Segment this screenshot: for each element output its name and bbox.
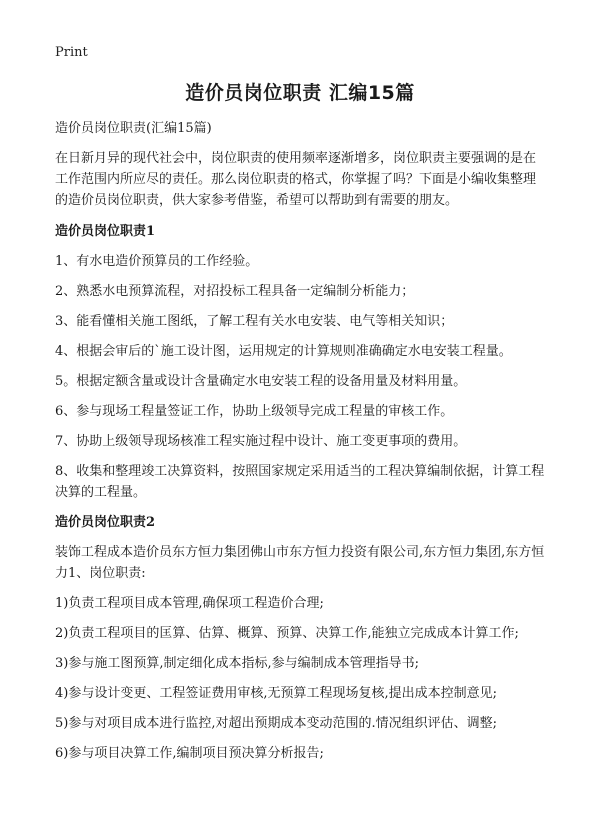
- list-item: 6)参与项目决算工作,编制项目预决算分析报告;: [55, 746, 324, 761]
- section-heading-1: 造价员岗位职责1: [55, 224, 156, 239]
- list-item: 5。根据定额含量或设计含量确定水电安装工程的设备用量及材料用量。: [55, 374, 467, 389]
- list-item: 3、能看懂相关施工图纸，了解工程有关水电安装、电气等相关知识；: [55, 314, 454, 329]
- print-label[interactable]: Print: [55, 45, 88, 60]
- document-body: [55, 118, 548, 773]
- list-item: 6、参与现场工程量签证工作，协助上级领导完成工程量的审核工作。: [55, 404, 454, 419]
- page-title: 造价员岗位职责 汇编15篇: [185, 82, 415, 104]
- list-item: 8、收集和整理竣工决算资料，按照国家规定采用适当的工程决算编制依据，计算工程决算的工程量。: [55, 464, 545, 500]
- list-item: 1)负责工程项目成本管理,确保项工程造价合理;: [55, 596, 324, 611]
- section-heading-2: 造价员岗位职责2: [55, 515, 156, 530]
- list-item: 5)参与对项目成本进行监控,对超出预期成本变动范围的.情况组织评估、调整;: [55, 716, 497, 731]
- list-item: 3)参与施工图预算,制定细化成本指标,参与编制成本管理指导书;: [55, 656, 419, 671]
- list-item: 4)参与设计变更、工程签证费用审核,无预算工程现场复核,提出成本控制意见;: [55, 686, 497, 701]
- intro-paragraph: 在日新月异的现代社会中，岗位职责的使用频率逐渐增多，岗位职责主要强调的是在工作范围内所应尽的责任。那么岗位职责的格式，你掌握了吗？下面是小编收集整理的造价员岗位职责，供大家参考借鉴，希望可以帮助到有需要的朋友。: [55, 151, 537, 208]
- document-subtitle: 造价员岗位职责(汇编15篇): [55, 121, 212, 136]
- list-item: 1、有水电造价预算员的工作经验。: [55, 254, 259, 269]
- list-item: 4、根据会审后的`施工设计图，运用规定的计算规则准确确定水电安装工程量。: [55, 344, 512, 359]
- list-item: 2、熟悉水电预算流程，对招投标工程具备一定编制分析能力；: [55, 284, 415, 299]
- list-item: 2)负责工程项目的匡算、估算、概算、预算、决算工作,能独立完成成本计算工作;: [55, 626, 519, 641]
- list-item: 7、协助上级领导现场核准工程实施过程中设计、施工变更事项的费用。: [55, 434, 467, 449]
- section-lead: 装饰工程成本造价员东方恒力集团佛山市东方恒力投资有限公司,东方恒力集团,东方恒力1、岗位职责:: [55, 545, 545, 581]
